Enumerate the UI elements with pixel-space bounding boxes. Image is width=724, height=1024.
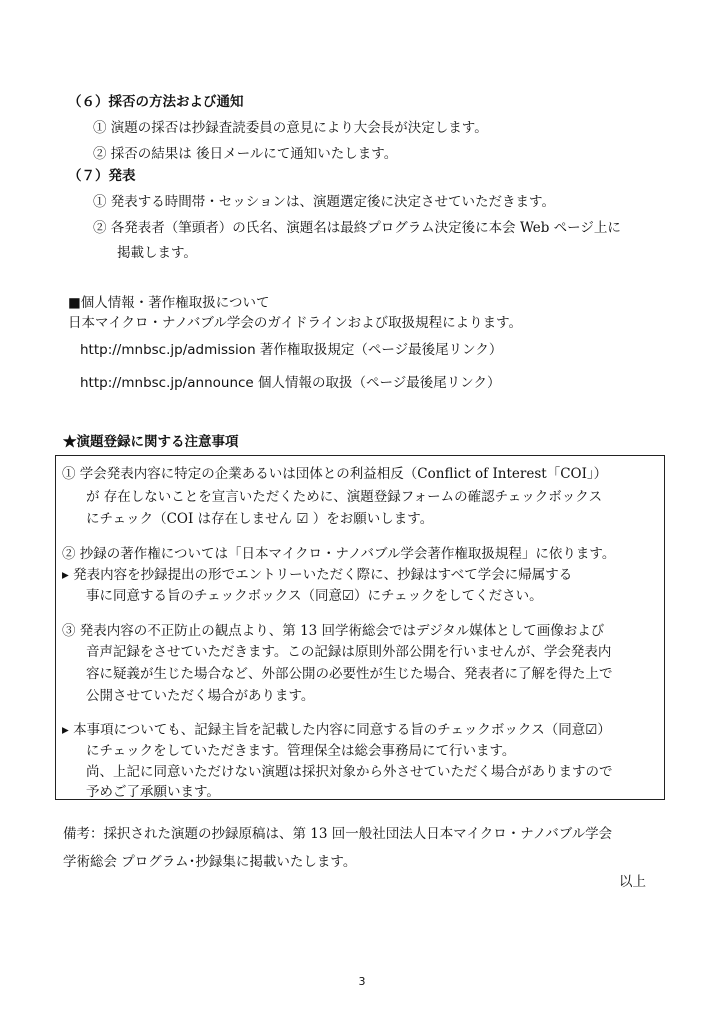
- note-line: 予めご了承願います。: [86, 784, 220, 800]
- note-line: ① 学会発表内容に特定の企業あるいは団体との利益相反（Conflict of Interest「COI」）: [62, 466, 608, 482]
- section-6-item-1: ① 演題の採否は抄録査読委員の意見により大会長が決定します。: [93, 120, 488, 136]
- admission-link[interactable]: http://mnbsc.jp/admission: [80, 342, 256, 358]
- announce-link[interactable]: http://mnbsc.jp/announce: [80, 375, 254, 391]
- section-7-item-1: ① 発表する時間帯・セッションは、演題選定後に決定させていただきます。: [93, 194, 555, 210]
- note-line: 音声記録をさせていただきます。この記録は原則外部公開を行いませんが、学会発表内: [86, 644, 612, 660]
- note-line: 事に同意する旨のチェックボックス（同意☑）にチェックをしてください。: [86, 588, 543, 604]
- note-line: 公開させていただく場合があります。: [86, 688, 315, 704]
- note-line: ▸ 発表内容を抄録提出の形でエントリーいただく際に、抄録はすべて学会に帰属する: [62, 567, 573, 583]
- section-6-item-2: ② 採否の結果は 後日メールにて通知いたします。: [93, 146, 398, 162]
- section-6-heading: （６）採否の方法および通知: [68, 94, 244, 110]
- page-number: 3: [358, 975, 366, 988]
- note-line: にチェックをしていただきます。管理保全は総会事務局にて行います。: [86, 743, 516, 759]
- note-line: が 存在しないことを宣言いただくために、演題登録フォームの確認チェックボックス: [86, 489, 603, 505]
- closing-text: 以上: [619, 874, 646, 890]
- admission-link-desc: 著作権取扱規定（ページ最後尾リンク）: [255, 342, 503, 358]
- remarks-line-2: 学術総会 プログラム･抄録集に掲載いたします。: [63, 854, 357, 870]
- announce-link-row: [80, 374, 501, 392]
- privacy-intro: 日本マイクロ・ナノバブル学会のガイドラインおよび取扱規程によります。: [68, 315, 523, 331]
- announce-link-desc: 個人情報の取扱（ページ最後尾リンク）: [253, 375, 501, 391]
- note-line: ③ 発表内容の不正防止の観点より、第 13 回学術総会ではデジタル媒体として画像および: [62, 623, 605, 639]
- section-7-item-2-cont: 掲載します。: [117, 245, 197, 261]
- note-line: ② 抄録の著作権については「日本マイクロ・ナノバブル学会著作権取扱規程」に依ります。: [62, 546, 616, 562]
- privacy-heading: ■個人情報・著作権取扱について: [68, 295, 270, 311]
- remarks-line-1: 備考：採択された演題の抄録原稿は、第 13 回一般社団法人日本マイクロ・ナノバブル学会: [63, 826, 613, 842]
- note-line: にチェック（COI は存在しません ☑ ）をお願いします。: [86, 511, 434, 527]
- admission-link-row: [80, 341, 502, 359]
- section-7-item-2: ② 各発表者（筆頭者）の氏名、演題名は最終プログラム決定後に本会 Web ページ上に: [93, 220, 621, 236]
- note-line: 尚、上記に同意いただけない演題は採択対象から外させていただく場合がありますので: [86, 764, 613, 780]
- section-7-heading: （７）発表: [68, 168, 136, 184]
- note-line: 容に疑義が生じた場合など、外部公開の必要性が生じた場合、発表者に了解を得た上で: [86, 666, 613, 682]
- notes-heading: ★演題登録に関する注意事項: [63, 434, 239, 450]
- note-line: ▸ 本事項についても、記録主旨を記載した内容に同意する旨のチェックボックス（同意☑）: [62, 722, 611, 738]
- notes-box: [55, 455, 665, 800]
